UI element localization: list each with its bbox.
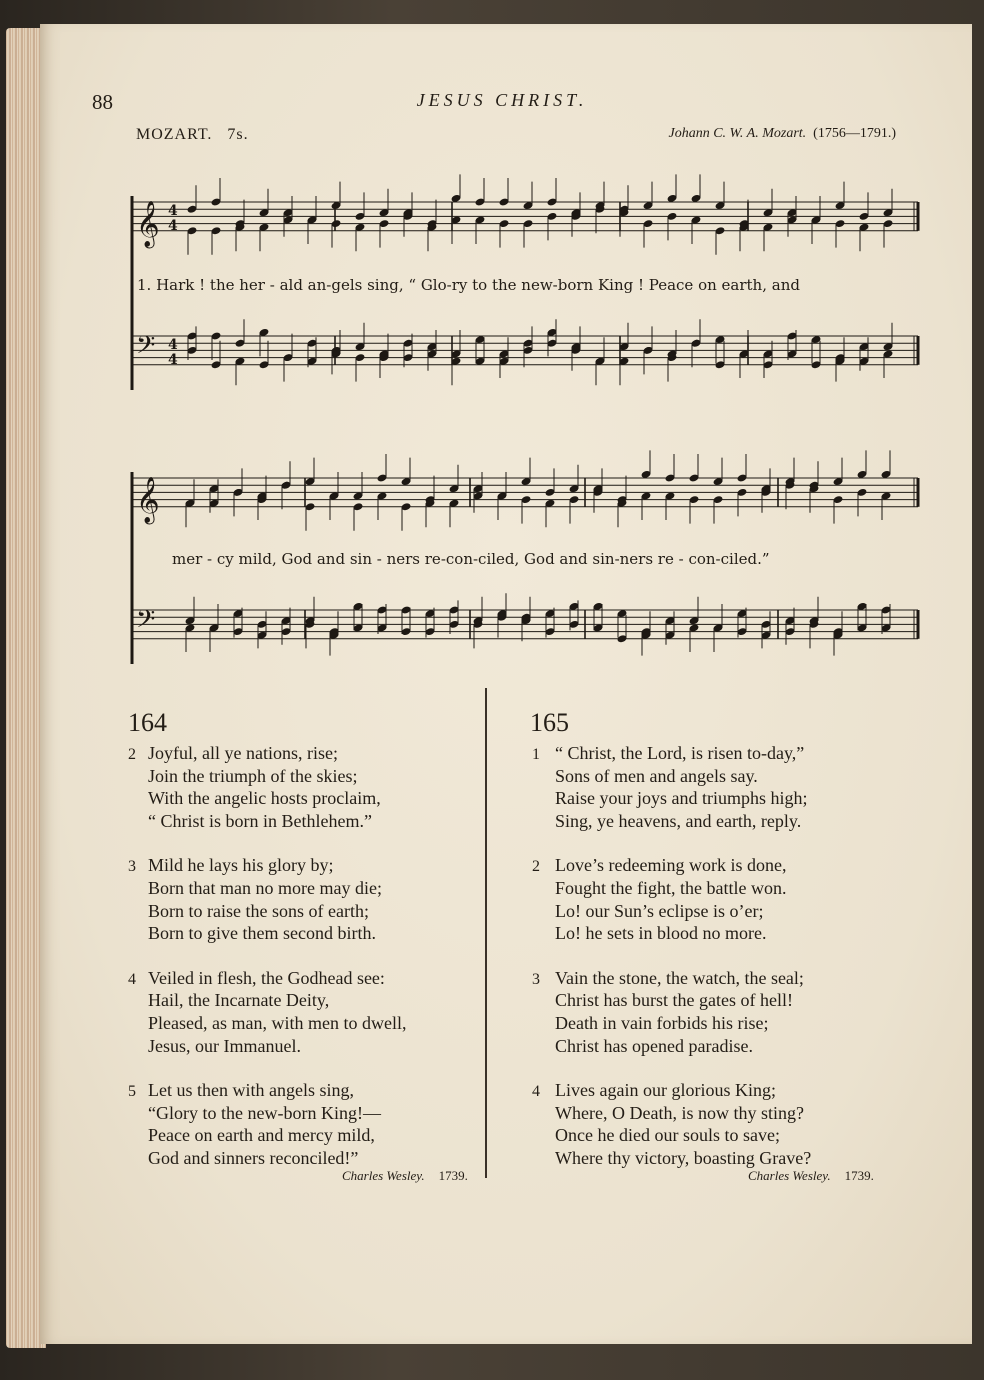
verse-line: Peace on earth and mercy mild, [148, 1125, 375, 1146]
stanza-number: 4 [128, 970, 136, 988]
verse-line: “Glory to the new-born King!— [148, 1102, 381, 1123]
verse-line: Sons of men and angels say. [555, 765, 758, 786]
stanza [494, 967, 904, 1057]
verse-line: Vain the stone, the watch, the seal; [555, 967, 804, 988]
stanza [92, 967, 502, 1057]
lyric-line-2: mer - cy mild, God and sin - ners re-con-ciled, God and sin-ners re - con-ciled.” [172, 550, 770, 568]
verse-line: Fought the fight, the battle won. [555, 877, 787, 898]
verse-line: Christ has opened paradise. [555, 1035, 753, 1056]
stanza [494, 1079, 904, 1169]
verse-line: Love’s redeeming work is done, [555, 855, 787, 876]
composer-dates: (1756—1791.) [813, 126, 896, 141]
hymn-165 [494, 708, 904, 1192]
verse-line: God and sinners reconciled!” [148, 1147, 359, 1168]
verse-line: Joyful, all ye nations, rise; [148, 743, 338, 763]
bass-clef-icon: 𝄢 [136, 605, 156, 640]
verse-line: Once he died our souls to save; [555, 1125, 780, 1146]
hymn-164-attribution [342, 1168, 468, 1184]
stanza [92, 1079, 502, 1169]
verse-line: Mild he lays his glory by; [148, 855, 334, 876]
time-signature-top: 4 [168, 337, 178, 353]
verse-line: Join the triumph of the skies; [148, 765, 358, 786]
bass-clef-icon: 𝄢 [136, 331, 156, 366]
verse-line: Hail, the Incarnate Deity, [148, 990, 330, 1011]
hymn-165-attribution [748, 1168, 874, 1184]
verse-line: Death in vain forbids his rise; [555, 1012, 769, 1033]
time-signature-bottom: 4 [168, 352, 178, 368]
stanza-number: 2 [532, 858, 540, 876]
verse-line: With the angelic hosts proclaim, [148, 788, 381, 809]
stanza [494, 854, 904, 944]
composer-name: Johann C. W. A. Mozart. [668, 126, 807, 141]
page-number: 88 [92, 90, 113, 114]
verse-line: Lo! he sets in blood no more. [555, 923, 767, 944]
stanza-number: 3 [128, 858, 136, 876]
verse-line: Lo! our Sun’s eclipse is o’er; [555, 900, 764, 921]
stanza [494, 742, 904, 832]
verse-line: Born that man no more may die; [148, 877, 382, 898]
stanza [92, 854, 502, 944]
stanza-number: 1 [532, 746, 540, 763]
author-name: Charles Wesley. [342, 1168, 425, 1183]
verse-line: Where, O Death, is now thy sting? [555, 1102, 804, 1123]
verse-line: Pleased, as man, with men to dwell, [148, 1012, 407, 1033]
stanza-number: 5 [128, 1083, 136, 1101]
verse-line: “ Christ is born in Bethlehem.” [148, 810, 372, 831]
verse-line: Where thy victory, boasting Grave? [555, 1147, 812, 1168]
hymn-number: 165 [530, 708, 569, 737]
stanza [92, 742, 502, 832]
treble-clef-icon: 𝄞 [136, 476, 160, 523]
stanza-number: 3 [532, 970, 540, 988]
time-signature-top: 4 [168, 203, 178, 219]
verse-line: Raise your joys and triumphs high; [555, 788, 808, 809]
verse-line: Born to raise the sons of earth; [148, 900, 369, 921]
stanza-number: 4 [532, 1083, 540, 1101]
author-name: Charles Wesley. [748, 1168, 831, 1183]
author-year: 1739. [844, 1168, 874, 1183]
stanza-number: 2 [128, 746, 136, 763]
verse-line: Let us then with angels sing, [148, 1080, 354, 1101]
treble-clef-icon: 𝄞 [136, 200, 160, 247]
verse-line: “ Christ, the Lord, is risen to-day,” [555, 743, 805, 763]
tune-title: MOZART. [136, 126, 213, 143]
tune-meter: 7s. [227, 126, 249, 143]
verse-line: Sing, ye heavens, and earth, reply. [555, 810, 802, 831]
verse-line: Lives again our glorious King; [555, 1080, 776, 1101]
time-signature-bottom: 4 [168, 218, 178, 234]
lyric-line-1: 1. Hark ! the her - ald an-gels sing, “ Glo-ry to the new-born King ! Peace on earth, and [137, 276, 800, 294]
verse-line: Jesus, our Immanuel. [148, 1035, 301, 1056]
verse-line: Veiled in flesh, the Godhead see: [148, 967, 385, 988]
hymn-164 [92, 708, 502, 1192]
author-year: 1739. [438, 1168, 468, 1183]
hymn-number: 164 [128, 708, 167, 737]
verse-line: Christ has burst the gates of hell! [555, 990, 793, 1011]
verse-line: Born to give them second birth. [148, 923, 376, 944]
running-title: JESUS CHRIST. [416, 90, 588, 110]
